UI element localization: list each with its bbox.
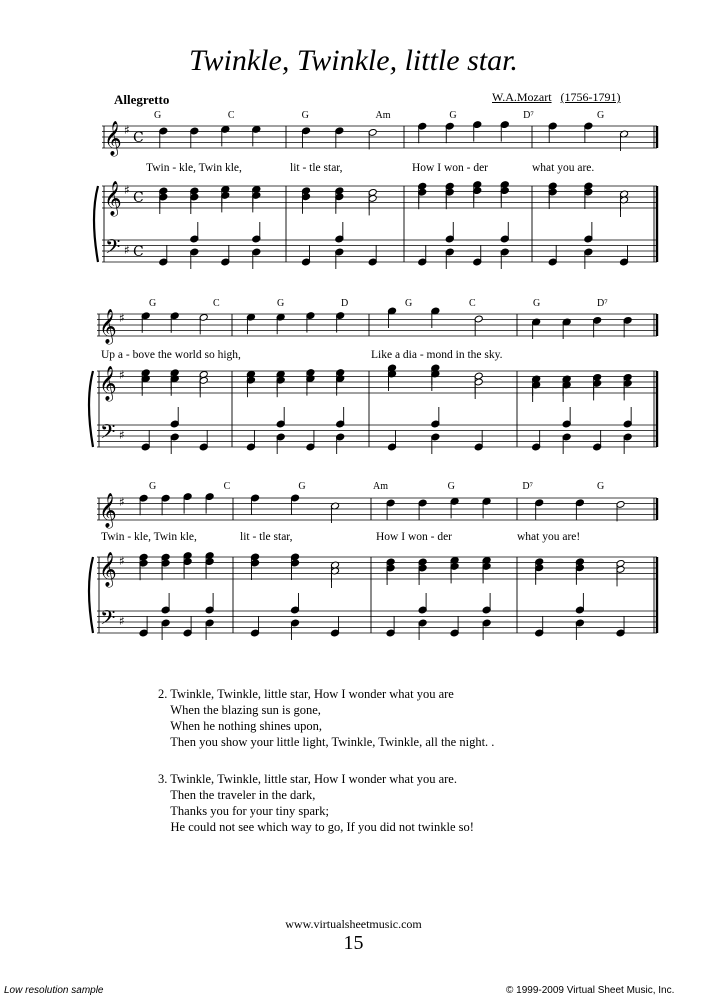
song-title: Twinkle, Twinkle, little star. (189, 44, 518, 77)
time-signature: C (133, 130, 144, 146)
low-resolution-note: Low resolution sample (4, 985, 104, 996)
chord-symbol: D⁷ (522, 481, 534, 492)
composer-dates: (1756-1791) (560, 90, 621, 104)
website-url[interactable]: www.virtualsheetmusic.com (285, 917, 422, 931)
lyric-line: Twin - kle, Twin kle, (101, 531, 197, 543)
lyric-line: How I won - der (376, 531, 453, 543)
sharp-key-signature: ♯ (119, 495, 125, 509)
lyric-line: Up a - bove the world so high, (101, 349, 241, 361)
chord-symbol: G (597, 481, 605, 492)
treble-clef: 𝄞 (99, 493, 117, 528)
composer-name: W.A.Mozart (492, 90, 552, 104)
additional-verses (158, 686, 494, 856)
sharp-key-signature: ♯ (119, 428, 125, 442)
chord-symbol: G (298, 481, 306, 492)
verse-line: When the blazing sun is gone, (158, 703, 321, 717)
piano-brace (89, 557, 93, 633)
chord-symbol: G (301, 110, 309, 121)
piano-brace (89, 371, 93, 447)
chord-symbol: G (447, 481, 455, 492)
sharp-key-signature: ♯ (124, 243, 130, 257)
time-signature: C (133, 190, 144, 206)
tempo-marking: Allegretto (114, 92, 170, 107)
lyric-line: Twin - kle, Twin kle, (146, 162, 242, 174)
sharp-key-signature: ♯ (119, 311, 125, 325)
sharp-key-signature: ♯ (124, 183, 130, 197)
treble-clef: 𝄞 (104, 181, 122, 216)
treble-clef: 𝄞 (104, 121, 122, 156)
treble-clef: 𝄞 (99, 366, 117, 401)
chord-symbol: G (149, 481, 157, 492)
chord-symbol: D⁷ (597, 298, 608, 309)
chord-symbol: D⁷ (523, 110, 534, 121)
chord-symbol: G (405, 298, 413, 309)
chord-symbol: G (533, 298, 541, 309)
verse-line: He could not see which way to go, If you did not twinkle so! (158, 820, 474, 834)
sharp-key-signature: ♯ (124, 123, 130, 137)
verse-line: Then you show your little light, Twinkle, Twinkle, all the night. . (158, 735, 495, 749)
chord-symbol: C (469, 298, 476, 309)
copyright-notice: © 1999-2009 Virtual Sheet Music, Inc. (506, 985, 675, 996)
sharp-key-signature: ♯ (119, 368, 125, 382)
chord-symbol: Am (375, 110, 391, 121)
sharp-key-signature: ♯ (119, 554, 125, 568)
page-number: 15 (343, 932, 364, 954)
verse-line: 2. Twinkle, Twinkle, little star, How I wonder what you are (158, 687, 454, 701)
verse-3 (158, 771, 494, 835)
treble-clef: 𝄞 (99, 552, 117, 587)
chord-symbol: C (223, 481, 231, 492)
chord-symbol: C (213, 298, 220, 309)
lyric-line: lit - tle star, (290, 162, 343, 174)
lyric-line: lit - tle star, (240, 531, 293, 543)
bass-clef: 𝄢 (105, 235, 121, 263)
lyric-line: what you are. (532, 162, 595, 174)
chord-symbol: G (149, 298, 157, 309)
lyric-line: Like a dia - mond in the sky. (371, 349, 503, 361)
lyric-line: what you are! (517, 531, 581, 543)
chord-symbol: D (341, 298, 349, 309)
bass-clef: 𝄢 (100, 420, 116, 448)
time-signature: C (133, 244, 144, 260)
verse-line: Thanks you for your tiny spark; (158, 804, 329, 818)
verse-line: 3. Twinkle, Twinkle, little star, How I wonder what you are. (158, 772, 457, 786)
chord-symbol: G (154, 110, 162, 121)
chord-symbol: G (597, 110, 605, 121)
chord-symbol: G (449, 110, 457, 121)
piano-brace (94, 186, 98, 262)
lyric-line: How I won - der (412, 162, 489, 174)
chord-symbol: G (277, 298, 285, 309)
verse-line: Then the traveler in the dark, (158, 788, 316, 802)
chord-symbol: C (227, 110, 235, 121)
sharp-key-signature: ♯ (119, 614, 125, 628)
verse-line: When he nothing shines upon, (158, 719, 322, 733)
chord-symbol: Am (373, 481, 388, 492)
bass-clef: 𝄢 (100, 606, 116, 634)
treble-clef: 𝄞 (99, 309, 117, 344)
verse-2 (158, 686, 494, 750)
